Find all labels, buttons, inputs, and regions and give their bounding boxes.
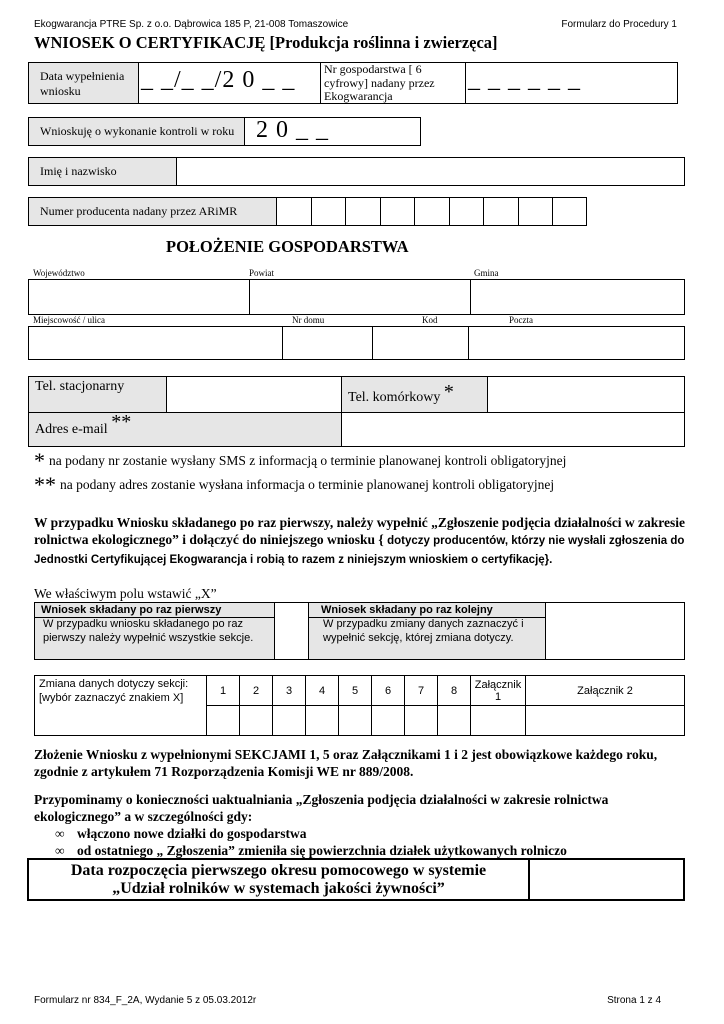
application-type-box (34, 602, 546, 660)
date-pattern: _ _/_ _/2 0 _ _ (141, 67, 296, 93)
next-application-cell (309, 603, 545, 659)
reminder-bullet-1 (55, 826, 307, 842)
nr-domu-field[interactable] (283, 327, 373, 359)
wojewodztwo-field[interactable] (29, 280, 250, 314)
section-col-zal2: Załącznik 2 (526, 676, 685, 706)
arimr-digit-3[interactable] (346, 198, 381, 225)
name-label: Imię i nazwisko (40, 164, 117, 178)
section-col-1: 1 (207, 676, 240, 706)
poczta-label: Poczta (509, 315, 533, 325)
reminder-bullet-2-text: od ostatniego „ Zgłoszenia” zmieniła się powierzchnia działek użytkowanych rolniczo (77, 843, 567, 858)
arimr-digit-2[interactable] (312, 198, 347, 225)
contact-box (28, 376, 685, 447)
tel-komorkowy-field[interactable] (488, 377, 684, 412)
gmina-label: Gmina (474, 268, 499, 278)
nr-domu-label: Nr domu (292, 315, 325, 325)
next-application-title: Wniosek składany po raz kolejny (309, 603, 545, 618)
tel-komorkowy-label (348, 381, 454, 407)
section-check-zal2[interactable] (526, 706, 685, 736)
program-label-line1: Data rozpoczęcia pierwszego okresu pomocowego w systemie (70, 862, 487, 879)
reminder-bullet-1-text: włączono nowe działki do gospodarstwa (77, 826, 307, 841)
name-row (28, 157, 685, 186)
program-start-box (27, 858, 685, 901)
first-application-title: Wniosek składany po raz pierwszy (35, 603, 274, 618)
arimr-label-cell (29, 198, 277, 225)
year-field[interactable] (245, 118, 420, 145)
section-check-6[interactable] (372, 706, 405, 736)
poczta-field[interactable] (469, 327, 684, 359)
program-start-date-field[interactable] (530, 860, 683, 899)
next-application-checkbox-cell[interactable] (546, 602, 685, 660)
email-note (34, 472, 554, 498)
powiat-label: Powiat (249, 268, 275, 278)
tel-stacjonarny-field[interactable] (167, 377, 342, 412)
first-time-info-part1: W przypadku Wniosku składanego po raz pierwszy, należy wypełnić „Zgłoszenie podjęcia działalności w zakresie rolnictwa ekologicznego” i dołączyć do niniejszego wniosku { (34, 515, 686, 547)
sms-note-star: * (34, 448, 45, 473)
sections-table (34, 675, 685, 736)
arimr-digit-8[interactable] (519, 198, 554, 225)
date-field[interactable] (139, 63, 321, 103)
miejscowosc-label: Miejscowość / ulica (33, 315, 105, 325)
arimr-digit-7[interactable] (484, 198, 519, 225)
arimr-digit-1[interactable] (277, 198, 312, 225)
farm-number-field[interactable] (466, 63, 677, 103)
email-label-cell (29, 412, 342, 446)
arimr-digit-5[interactable] (415, 198, 450, 225)
choose-label: We właściwym polu wstawić „X” (34, 586, 217, 601)
email-note-text: na podany adres zostanie wysłana informacja o terminie planowanej kontroli obligatoryjnej (60, 477, 555, 492)
farm-number-label-cell (321, 63, 466, 103)
email-label (35, 411, 132, 439)
section-check-3[interactable] (273, 706, 306, 736)
form-reference: Formularz do Procedury 1 (561, 19, 677, 30)
tel-komorkowy-star: * (443, 381, 454, 403)
email-text: Adres e-mail (35, 422, 108, 437)
section-check-zal1[interactable] (471, 706, 526, 736)
gmina-field[interactable] (471, 280, 684, 314)
tel-komorkowy-label-cell (342, 377, 488, 412)
bullet-icon: ∞ (55, 843, 65, 858)
company-address: Ekogwarancja PTRE Sp. z o.o. Dąbrowica 185 P, 21-008 Tomaszowice (34, 19, 349, 30)
bullet-icon: ∞ (55, 826, 65, 841)
reminder-bullet-2 (55, 843, 567, 859)
date-farm-row (28, 62, 678, 104)
inspection-year-row (28, 117, 421, 146)
section-check-5[interactable] (339, 706, 372, 736)
kod-label: Kod (422, 315, 438, 325)
arimr-digit-9[interactable] (553, 198, 586, 225)
reminder-text: Przypominamy o konieczności uaktualniania „Zgłoszenia podjęcia działalności w zakresie rolnictwa ekologicznego” a w szczególności gdy: (34, 792, 609, 824)
email-field[interactable] (342, 412, 684, 446)
mandatory-info: Złożenie Wniosku z wypełnionymi SEKCJAMI 1, 5 oraz Załącznikami 1 i 2 jest obowiązkowe każdego roku, zgodnie z artykułem 71 Rozporządzenia Komisji WE nr 889/2008. (34, 747, 658, 779)
section-col-7: 7 (405, 676, 438, 706)
first-application-checkbox[interactable] (275, 603, 309, 659)
section-col-6: 6 (372, 676, 405, 706)
program-label (29, 860, 530, 899)
section-col-zal1: Załącznik 1 (471, 676, 526, 706)
name-field[interactable] (177, 158, 684, 185)
farm-number-pattern: _ _ _ _ _ _ (468, 67, 581, 93)
section-col-5: 5 (339, 676, 372, 706)
year-label-cell (29, 118, 245, 145)
first-application-cell (35, 603, 275, 659)
sms-note (34, 448, 566, 474)
next-application-text: W przypadku zmiany danych zaznaczyć i wypełnić sekcję, której zmiana dotyczy. (323, 618, 524, 644)
wojewodztwo-label: Województwo (33, 268, 85, 278)
section-col-8: 8 (438, 676, 471, 706)
email-note-star: ** (34, 472, 56, 497)
miejscowosc-field[interactable] (29, 327, 283, 359)
section-col-2: 2 (240, 676, 273, 706)
page-title: WNIOSEK O CERTYFIKACJĘ [Produkcja roślinna i zwierzęca] (34, 33, 498, 52)
section-check-2[interactable] (240, 706, 273, 736)
location-heading: POŁOŻENIE GOSPODARSTWA (166, 237, 409, 256)
date-label-cell (29, 63, 139, 103)
email-star: ** (111, 411, 132, 433)
farm-number-label: Nr gospodarstwa [ 6 cyfrowy] nadany przez Ekogwarancja (324, 62, 435, 103)
region-row (28, 279, 685, 315)
arimr-digit-4[interactable] (381, 198, 416, 225)
kod-field[interactable] (373, 327, 469, 359)
powiat-field[interactable] (250, 280, 471, 314)
year-label: Wnioskuję o wykonanie kontroli w roku (40, 124, 235, 138)
section-check-4[interactable] (306, 706, 339, 736)
section-col-3: 3 (273, 676, 306, 706)
program-label-line2: „Udział rolników w systemach jakości żywności” (112, 880, 445, 897)
year-pattern: 2 0 _ _ (256, 117, 329, 143)
name-label-cell (29, 158, 177, 185)
arimr-digit-6[interactable] (450, 198, 485, 225)
sections-label: Zmiana danych dotyczy sekcji: [wybór zaznaczyć znakiem X] (35, 676, 207, 736)
section-col-4: 4 (306, 676, 339, 706)
section-check-1[interactable] (207, 706, 240, 736)
date-label: Data wypełnienia wniosku (40, 69, 125, 98)
first-application-text: W przypadku wniosku składanego po raz pierwszy należy wypełnić wszystkie sekcje. (43, 618, 254, 644)
footer-page-number: Strona 1 z 4 (607, 995, 661, 1006)
address-row (28, 326, 685, 360)
tel-komorkowy-text: Tel. komórkowy (348, 390, 441, 405)
sms-note-text: na podany nr zostanie wysłany SMS z informacją o terminie planowanej kontroli obligatoryjnej (49, 453, 567, 468)
arimr-label: Numer producenta nadany przez ARiMR (40, 204, 238, 218)
footer-form-number: Formularz nr 834_F_2A, Wydanie 5 z 05.03.2012r (34, 995, 257, 1006)
first-time-info-part2: dotyczy producentów, którzy nie wysłali zgłoszenia do Jednostki Certyfikującej Ekogwarancja i robią to razem z niniejszym wnioskiem o certyfikację}. (34, 535, 685, 566)
first-time-info (34, 514, 690, 569)
tel-stacjonarny-label-cell (29, 377, 167, 412)
section-check-8[interactable] (438, 706, 471, 736)
tel-stacjonarny-label: Tel. stacjonarny (35, 379, 125, 394)
section-check-7[interactable] (405, 706, 438, 736)
arimr-row (28, 197, 587, 226)
